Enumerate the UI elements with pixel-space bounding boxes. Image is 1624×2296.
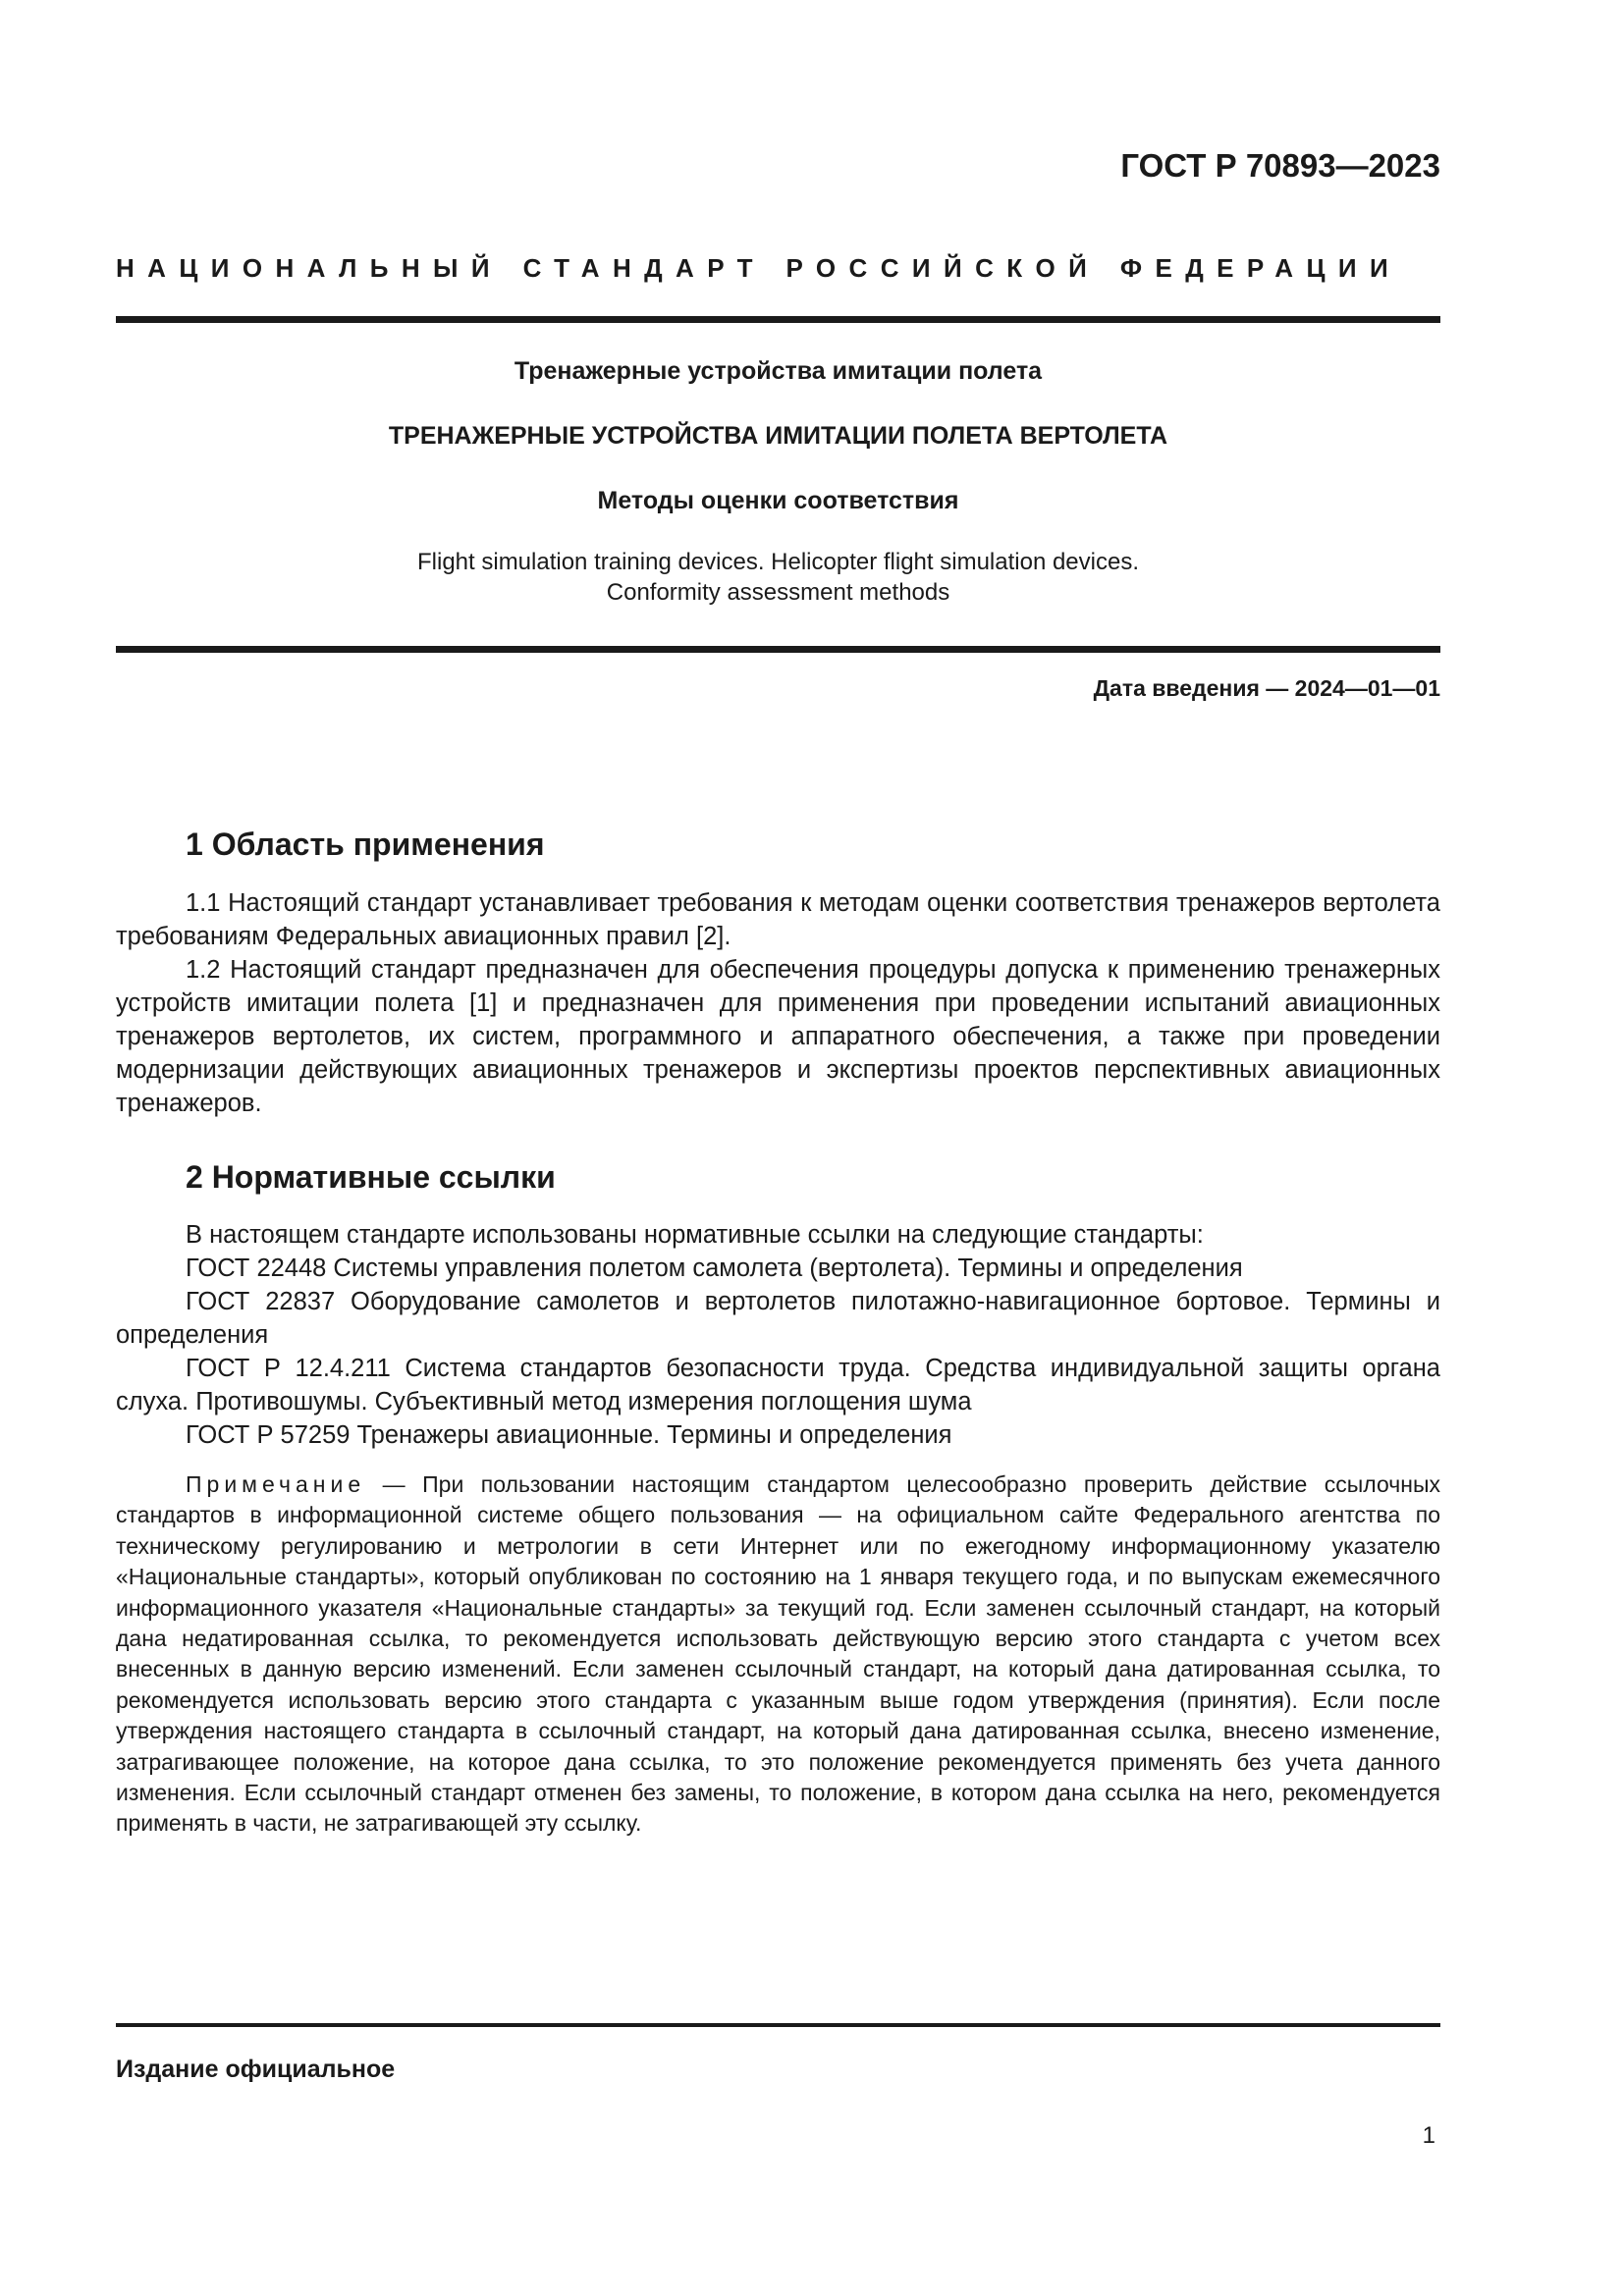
title-main: ТРЕНАЖЕРНЫЕ УСТРОЙСТВА ИМИТАЦИИ ПОЛЕТА ВЕРТОЛЕТА bbox=[388, 422, 1168, 450]
note-block bbox=[116, 1469, 1440, 1840]
reference-gost-22448: ГОСТ 22448 Системы управления полетом самолета (вертолета). Термины и определения bbox=[186, 1255, 1243, 1282]
footer-divider bbox=[116, 2023, 1440, 2027]
reference-gost-r-12-4-211: ГОСТ Р 12.4.211 Система стандартов безопасности труда. Средства индивидуальной защиты органа слуха. Противошумы. Субъективный метод измерения поглощения шума bbox=[116, 1355, 1440, 1415]
english-title bbox=[116, 547, 1440, 608]
page-number: 1 bbox=[1422, 2122, 1435, 2149]
section-1-body bbox=[116, 886, 1440, 1120]
section-2-heading: 2 Нормативные ссылки bbox=[186, 1159, 556, 1195]
top-divider bbox=[116, 316, 1440, 323]
national-standard-banner: НАЦИОНАЛЬНЫЙ СТАНДАРТ РОССИЙСКОЙ ФЕДЕРАЦИИ bbox=[116, 253, 1402, 283]
references-intro: В настоящем стандарте использованы нормативные ссылки на следующие стандарты: bbox=[186, 1221, 1204, 1249]
document-code: ГОСТ Р 70893—2023 bbox=[1120, 147, 1440, 184]
note-text: — При пользовании настоящим стандартом целесообразно проверить действие ссылочных стандартов в информационной системе общего пользования — на официальном сайте Федерального агентства по техническому регулированию и метрологии в сети Интернет или по ежегодному информационному указателю «Национальные стандарты», который опубликован по состоянию на 1 января текущего года, и по выпускам ежемесячного информационного указателя «Национальные стандарты» за текущий год. Если заменен ссылочный стандарт, на который дана недатированная ссылка, то рекомендуется использовать действующую версию этого стандарта с учетом всех внесенных в данную версию изменений. Если заменен ссылочный стандарт, на который дана датированная ссылка, то рекомендуется использовать версию этого стандарта с указанным выше годом утверждения (принятия). Если после утверждения настоящего стандарта в ссылочный стандарт, на который дана датированная ссылка, внесено изменение, затрагивающее положение, на которое дана ссылка, то это положение рекомендуется применять без учета данного изменения. Если ссылочный стандарт отменен без замены, то положение, в котором дана ссылка на него, рекомендуется применять в части, не затрагивающей эту ссылку. bbox=[116, 1471, 1440, 1837]
paragraph-1-1: 1.1 Настоящий стандарт устанавливает требования к методам оценки соответствия тренажеров вертолета требованиям Федеральных авиационных правил [2]. bbox=[116, 889, 1440, 950]
title-group: Тренажерные устройства имитации полета bbox=[514, 357, 1043, 385]
official-edition-label: Издание официальное bbox=[116, 2056, 396, 2083]
paragraph-1-2: 1.2 Настоящий стандарт предназначен для обеспечения процедуры допуска к применению тренажерных устройств имитации полета [1] и предназначен для применения при проведении испытаний авиационных тренажеров вертолетов, их систем, программного и аппаратного обеспечения, а также при проведении модернизации действующих авиационных тренажеров и экспертизы проектов перспективных авиационных тренажеров. bbox=[116, 956, 1440, 1117]
introduction-date: Дата введения — 2024—01—01 bbox=[1093, 675, 1440, 701]
section-2-body bbox=[116, 1218, 1440, 1452]
note-paragraph bbox=[116, 1469, 1440, 1840]
english-title-line-2: Conformity assessment methods bbox=[606, 579, 950, 606]
english-title-line-1: Flight simulation training devices. Helicopter flight simulation devices. bbox=[417, 549, 1139, 575]
reference-gost-22837: ГОСТ 22837 Оборудование самолетов и вертолетов пилотажно-навигационное бортовое. Термины и определения bbox=[116, 1288, 1440, 1349]
note-label: Примечание bbox=[186, 1471, 366, 1497]
title-sub: Методы оценки соответствия bbox=[597, 487, 959, 514]
title-divider bbox=[116, 646, 1440, 653]
section-1-heading: 1 Область применения bbox=[186, 827, 545, 862]
reference-gost-r-57259: ГОСТ Р 57259 Тренажеры авиационные. Термины и определения bbox=[186, 1421, 952, 1449]
